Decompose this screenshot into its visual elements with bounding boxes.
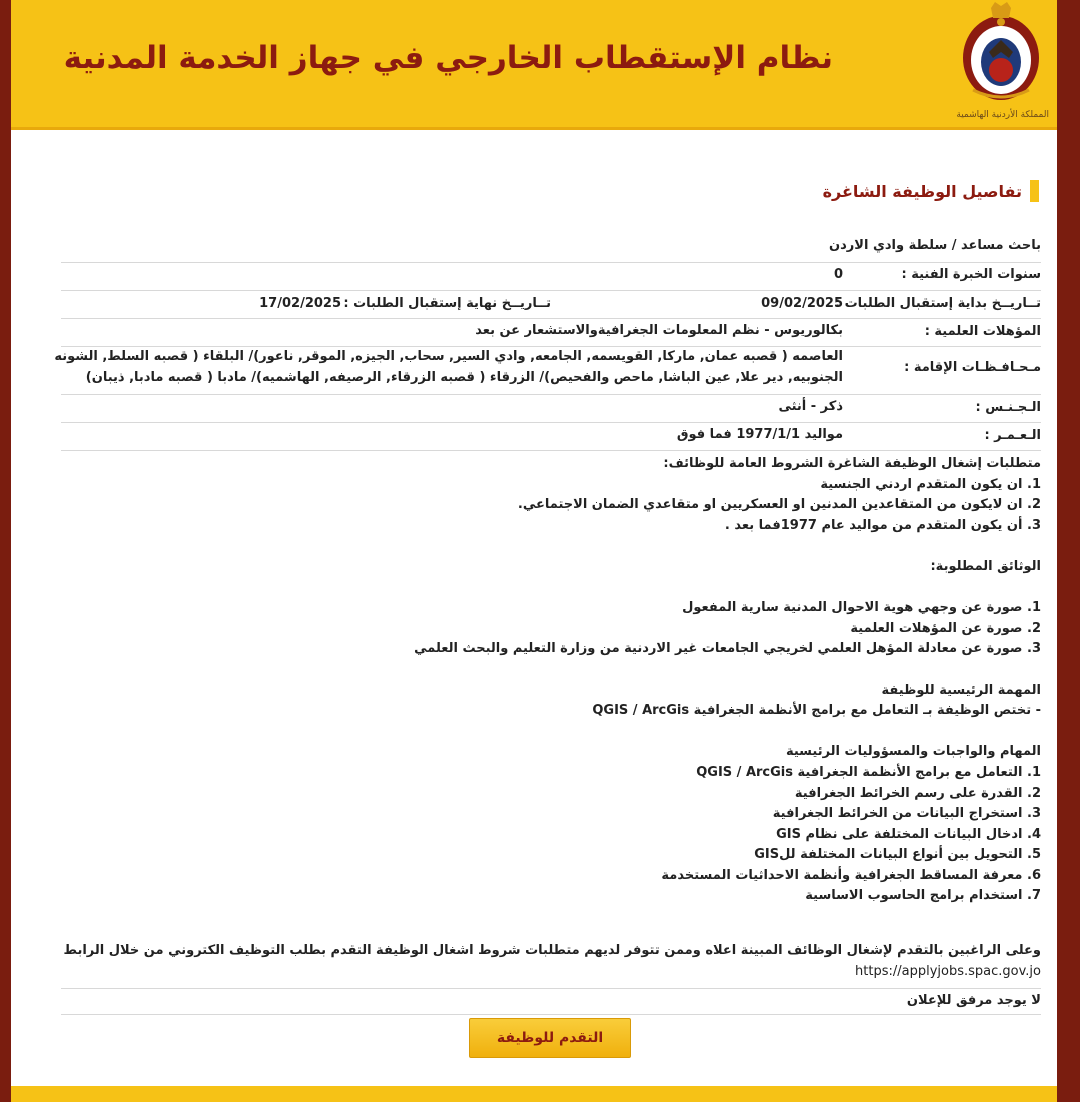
list-item: 1. صورة عن وجهي هوية الاحوال المدنية سارية المفعول bbox=[682, 600, 1041, 616]
apply-link[interactable]: https://applyjobs.spac.gov.jo bbox=[855, 964, 1041, 979]
start-date-value: 09/02/2025 bbox=[761, 296, 843, 311]
section-heading bbox=[823, 180, 1039, 202]
governorates-line-2: الجنوبيه, دير علا, عين الباشا, ماحص والفحيص)/ الزرقاء ( قصبه الزرقاء, الرصيفه, الهاشميه)/ مادبا ( قصبه مادبا, ذيبان) bbox=[85, 370, 843, 385]
gender-row bbox=[61, 394, 1041, 423]
list-item: 6. معرفة المساقط الجغرافية وأنظمة الاحداثيات المستخدمة bbox=[661, 867, 1041, 883]
requirements-heading: متطلبات إشغال الوظيفة الشاغرة الشروط العامة للوظائف: bbox=[663, 456, 1041, 471]
documents-heading: الوثائق المطلوبة: bbox=[930, 558, 1041, 574]
list-item: 3. أن يكون المتقدم من مواليد عام 1977فما بعد . bbox=[724, 517, 1041, 533]
list-item: 3. صورة عن معادلة المؤهل العلمي لخريجي الجامعات غير الاردنية من وزارة التعليم والبحث العلمي bbox=[414, 641, 1041, 657]
main-task-text: - تختص الوظيفة بـ التعامل مع برامج الأنظمة الجغرافية QGIS / ArcGis bbox=[592, 703, 1041, 719]
age-row bbox=[61, 422, 1041, 451]
list-item: 1. التعامل مع برامج الأنظمة الجغرافية QGIS / ArcGis bbox=[696, 764, 1041, 780]
jordan-emblem-icon bbox=[955, 0, 1047, 127]
attachment-text: لا يوجد مرفق للإعلان bbox=[906, 993, 1041, 1008]
page-frame bbox=[11, 0, 1057, 1102]
list-item: 7. استخدام برامج الحاسوب الاساسية bbox=[805, 888, 1041, 904]
start-date-label: تــاريــخ بداية إستقبال الطلبات : bbox=[834, 296, 1041, 311]
site-header bbox=[11, 0, 1057, 130]
attachment-row bbox=[61, 990, 1041, 1015]
governorates-row bbox=[54, 346, 1041, 395]
end-date-value: 17/02/2025 bbox=[259, 296, 341, 311]
job-description bbox=[61, 454, 1041, 907]
duties-heading: المهام والواجبات والمسؤوليات الرئيسية bbox=[785, 744, 1041, 760]
closing-row bbox=[61, 940, 1041, 989]
governorates-label: مـحـافـظـات الإقامة : bbox=[904, 360, 1041, 375]
governorates-line-1: العاصمه ( قصبه عمان, ماركا, القويسمه, الجامعه, وادي السير, سحاب, الجيزه, الموقر, ناعور)/ البلقاء ( قصبه السلط, الشونه bbox=[54, 349, 843, 364]
list-item: 2. ان لايكون من المتقاعدين المدنين او العسكريين او متقاعدي الضمان الاجتماعي. bbox=[517, 497, 1041, 513]
gender-label: الـجـنـس : bbox=[975, 400, 1041, 415]
list-item: 1. ان يكون المتقدم اردني الجنسية bbox=[820, 476, 1041, 492]
experience-label: سنوات الخبرة الفنية : bbox=[901, 267, 1041, 282]
list-item: 2. صورة عن المؤهلات العلمية bbox=[850, 620, 1041, 636]
list-item: 3. استخراج البيانات من الخرائط الجغرافية bbox=[772, 806, 1041, 822]
section-marker bbox=[1030, 180, 1039, 202]
experience-row bbox=[61, 262, 1041, 291]
list-item: 4. ادخال البيانات المختلفة على نظام GIS bbox=[776, 826, 1041, 842]
experience-value: 0 bbox=[833, 267, 843, 282]
job-title: باحث مساعد / سلطة وادي الاردن bbox=[829, 238, 1041, 253]
list-item: 5. التحويل بين أنواع البيانات المختلفة للGIS bbox=[754, 847, 1041, 863]
closing-text: وعلى الراغبين بالتقدم لإشغال الوظائف المبينة اعلاه وممن تتوفر لديهم متطلبات شروط اشغال الوظيفة التقدم بطلب التوظيف الكتروني من خلال الرابط bbox=[63, 943, 1041, 958]
bottom-strip bbox=[11, 1086, 1057, 1102]
site-title: نظام الإستقطاب الخارجي في جهاز الخدمة المدنية bbox=[63, 40, 833, 76]
qualifications-row bbox=[61, 318, 1041, 347]
main-task-heading: المهمة الرئيسية للوظيفة bbox=[881, 682, 1041, 698]
dates-row bbox=[61, 290, 1041, 319]
gender-value: ذكر - أنثى bbox=[778, 399, 843, 414]
list-item: 2. القدرة على رسم الخرائط الجغرافية bbox=[794, 785, 1041, 801]
apply-button[interactable]: التقدم للوظيفة bbox=[469, 1018, 631, 1058]
qualifications-label: المؤهلات العلمية : bbox=[924, 324, 1041, 339]
end-date-label: تــاريــخ نهاية إستقبال الطلبات : bbox=[343, 296, 551, 311]
qualifications-value: بكالوريوس - نظم المعلومات الجغرافيةوالاستشعار عن بعد bbox=[475, 323, 843, 338]
section-title: تفاصيل الوظيفة الشاغرة bbox=[822, 181, 1022, 201]
age-label: الـعـمـر : bbox=[984, 428, 1041, 443]
emblem-caption: المملكة الأردنية الهاشمية bbox=[956, 110, 1049, 120]
age-value: مواليد 1977/1/1 فما فوق bbox=[676, 427, 843, 442]
job-title-row bbox=[61, 236, 1041, 263]
